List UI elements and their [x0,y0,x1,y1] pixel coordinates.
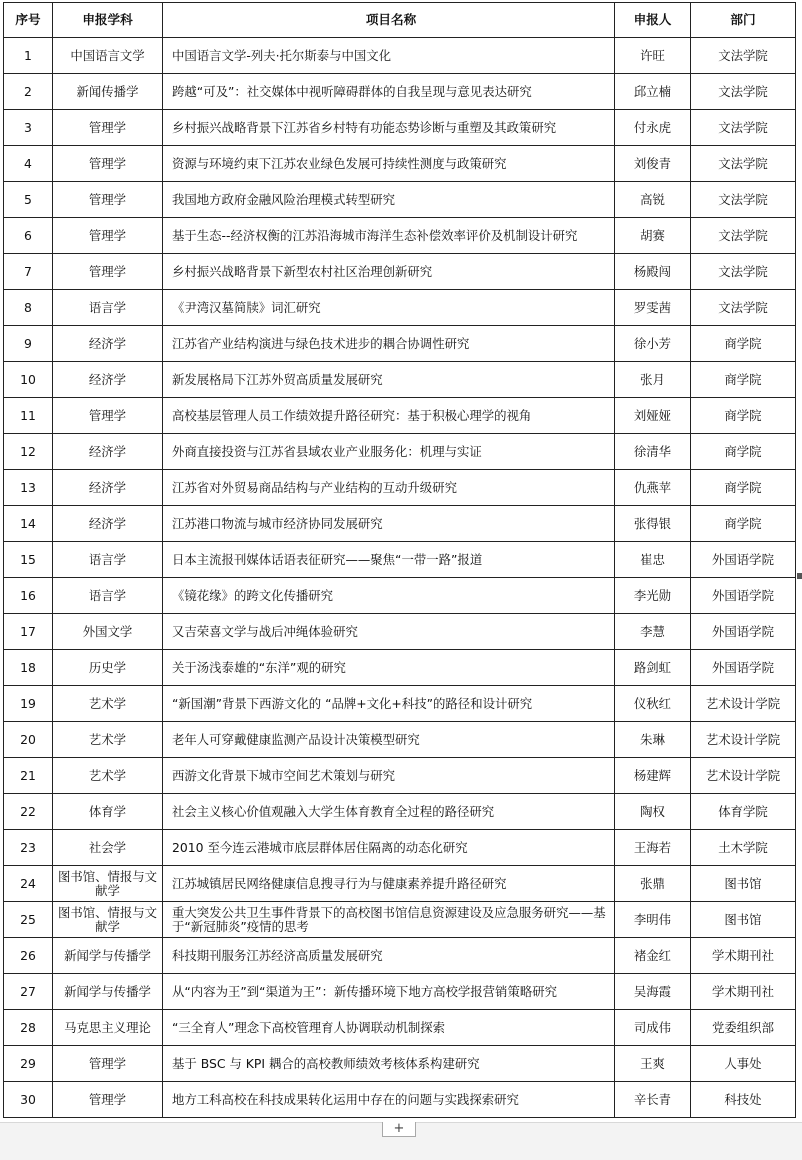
table-row [4,74,796,110]
cell-num: 18 [4,650,53,686]
cell-applicant: 杨建辉 [615,758,691,794]
cell-num: 22 [4,794,53,830]
cell-title: 日本主流报刊媒体话语表征研究——聚焦“一带一路”报道 [163,542,615,578]
add-sheet-icon[interactable]: + [382,1122,416,1137]
cell-subject: 管理学 [53,398,163,434]
cell-applicant: 李慧 [615,614,691,650]
cell-subject: 经济学 [53,470,163,506]
cell-subject: 新闻学与传播学 [53,974,163,1010]
cell-dept: 科技处 [691,1082,796,1118]
cell-dept: 图书馆 [691,866,796,902]
cell-dept: 学术期刊社 [691,938,796,974]
cell-dept: 商学院 [691,506,796,542]
cell-num: 3 [4,110,53,146]
cell-applicant: 仪秋红 [615,686,691,722]
cell-dept: 文法学院 [691,146,796,182]
table-row [4,1046,796,1082]
table-row [4,434,796,470]
cell-title: 高校基层管理人员工作绩效提升路径研究：基于积极心理学的视角 [163,398,615,434]
cell-dept: 商学院 [691,470,796,506]
cell-applicant: 许旺 [615,38,691,74]
cell-dept: 外国语学院 [691,578,796,614]
header-title: 项目名称 [163,3,615,38]
cell-title: 乡村振兴战略背景下江苏省乡村特有功能态势诊断与重塑及其政策研究 [163,110,615,146]
cell-applicant: 褚金红 [615,938,691,974]
cell-num: 15 [4,542,53,578]
cell-dept: 艺术设计学院 [691,722,796,758]
table-row [4,506,796,542]
cell-subject: 艺术学 [53,758,163,794]
cell-dept: 商学院 [691,398,796,434]
cell-title: 乡村振兴战略背景下新型农村社区治理创新研究 [163,254,615,290]
cell-num: 11 [4,398,53,434]
cell-applicant: 朱琳 [615,722,691,758]
cell-subject: 语言学 [53,578,163,614]
cell-applicant: 徐清华 [615,434,691,470]
cell-title: 江苏城镇居民网络健康信息搜寻行为与健康素养提升路径研究 [163,866,615,902]
cell-applicant: 张鼎 [615,866,691,902]
table-row [4,794,796,830]
cell-title: “三全育人”理念下高校管理育人协调联动机制探索 [163,1010,615,1046]
cell-num: 17 [4,614,53,650]
table-row [4,362,796,398]
cell-applicant: 王海若 [615,830,691,866]
cell-subject: 经济学 [53,326,163,362]
cell-subject: 经济学 [53,362,163,398]
cell-applicant: 胡赛 [615,218,691,254]
table-row [4,938,796,974]
cell-applicant: 陶权 [615,794,691,830]
cell-title: 基于 BSC 与 KPI 耦合的高校教师绩效考核体系构建研究 [163,1046,615,1082]
table-row [4,542,796,578]
cell-applicant: 罗雯茜 [615,290,691,326]
cell-applicant: 李明伟 [615,902,691,938]
cell-subject: 艺术学 [53,722,163,758]
cell-subject: 管理学 [53,254,163,290]
cell-num: 9 [4,326,53,362]
cell-subject: 中国语言文学 [53,38,163,74]
cell-subject: 新闻传播学 [53,74,163,110]
cell-applicant: 吴海霞 [615,974,691,1010]
cell-applicant: 刘俊青 [615,146,691,182]
cell-dept: 学术期刊社 [691,974,796,1010]
cell-num: 16 [4,578,53,614]
cell-num: 12 [4,434,53,470]
cell-dept: 文法学院 [691,182,796,218]
table-row [4,146,796,182]
cell-applicant: 辛长青 [615,1082,691,1118]
cell-applicant: 王爽 [615,1046,691,1082]
cell-num: 27 [4,974,53,1010]
cell-dept: 土木学院 [691,830,796,866]
cell-applicant: 徐小芳 [615,326,691,362]
table-row [4,1082,796,1118]
table-row [4,1010,796,1046]
cell-title: 《镜花缘》的跨文化传播研究 [163,578,615,614]
table-row [4,686,796,722]
cell-subject: 社会学 [53,830,163,866]
table-row [4,902,796,938]
cell-num: 14 [4,506,53,542]
cell-num: 10 [4,362,53,398]
cell-dept: 图书馆 [691,902,796,938]
table-row [4,470,796,506]
cell-subject: 新闻学与传播学 [53,938,163,974]
table-row [4,650,796,686]
cell-title: 地方工科高校在科技成果转化运用中存在的问题与实践探索研究 [163,1082,615,1118]
cell-dept: 文法学院 [691,110,796,146]
cell-num: 6 [4,218,53,254]
cell-dept: 人事处 [691,1046,796,1082]
cell-applicant: 邱立楠 [615,74,691,110]
cell-dept: 文法学院 [691,254,796,290]
cell-title: 社会主义核心价值观融入大学生体育教育全过程的路径研究 [163,794,615,830]
table-row [4,758,796,794]
cell-num: 21 [4,758,53,794]
cell-dept: 艺术设计学院 [691,758,796,794]
cell-dept: 体育学院 [691,794,796,830]
cell-subject: 体育学 [53,794,163,830]
cell-subject: 语言学 [53,542,163,578]
cell-num: 1 [4,38,53,74]
cell-num: 8 [4,290,53,326]
cell-applicant: 张月 [615,362,691,398]
cell-num: 19 [4,686,53,722]
table-row [4,830,796,866]
cell-num: 24 [4,866,53,902]
cell-num: 5 [4,182,53,218]
table-row [4,614,796,650]
cell-num: 25 [4,902,53,938]
cell-title: 江苏省对外贸易商品结构与产业结构的互动升级研究 [163,470,615,506]
table-row [4,722,796,758]
cell-subject: 语言学 [53,290,163,326]
cell-subject: 管理学 [53,1082,163,1118]
cell-dept: 外国语学院 [691,650,796,686]
cell-subject: 图书馆、情报与文献学 [53,866,163,902]
cell-applicant: 李光勋 [615,578,691,614]
cell-num: 29 [4,1046,53,1082]
cell-num: 2 [4,74,53,110]
cell-subject: 外国文学 [53,614,163,650]
cell-applicant: 张得银 [615,506,691,542]
cell-dept: 外国语学院 [691,542,796,578]
cell-num: 20 [4,722,53,758]
table-row [4,326,796,362]
table-row [4,218,796,254]
cell-applicant: 高锐 [615,182,691,218]
cell-title: 江苏港口物流与城市经济协同发展研究 [163,506,615,542]
table-row [4,398,796,434]
cell-dept: 艺术设计学院 [691,686,796,722]
header-num: 序号 [4,3,53,38]
cell-title: 新发展格局下江苏外贸高质量发展研究 [163,362,615,398]
cell-subject: 马克思主义理论 [53,1010,163,1046]
cell-dept: 文法学院 [691,74,796,110]
cell-applicant: 刘娅娅 [615,398,691,434]
cell-title: 中国语言文学-列夫·托尔斯泰与中国文化 [163,38,615,74]
cell-num: 13 [4,470,53,506]
cell-title: 基于生态--经济权衡的江苏沿海城市海洋生态补偿效率评价及机制设计研究 [163,218,615,254]
cell-dept: 文法学院 [691,290,796,326]
table-row [4,974,796,1010]
cell-applicant: 仇燕苹 [615,470,691,506]
scroll-marker [797,573,802,579]
table-row [4,38,796,74]
cell-applicant: 路剑虹 [615,650,691,686]
cell-subject: 管理学 [53,218,163,254]
cell-title: 《尹湾汉墓简牍》词汇研究 [163,290,615,326]
cell-subject: 图书馆、情报与文献学 [53,902,163,938]
cell-num: 28 [4,1010,53,1046]
table-row [4,866,796,902]
cell-subject: 艺术学 [53,686,163,722]
table-row [4,290,796,326]
cell-applicant: 付永虎 [615,110,691,146]
table-row [4,254,796,290]
cell-title: “新国潮”背景下西游文化的 “品牌+文化+科技”的路径和设计研究 [163,686,615,722]
cell-applicant: 崔忠 [615,542,691,578]
cell-dept: 外国语学院 [691,614,796,650]
cell-title: 2010 至今连云港城市底层群体居住隔离的动态化研究 [163,830,615,866]
cell-title: 从“内容为王”到“渠道为王”：新传播环境下地方高校学报营销策略研究 [163,974,615,1010]
cell-num: 26 [4,938,53,974]
table-row [4,110,796,146]
cell-title: 外商直接投资与江苏省县域农业产业服务化：机理与实证 [163,434,615,470]
cell-num: 4 [4,146,53,182]
cell-subject: 经济学 [53,434,163,470]
cell-applicant: 杨殿闯 [615,254,691,290]
header-dept: 部门 [691,3,796,38]
cell-num: 7 [4,254,53,290]
cell-dept: 商学院 [691,326,796,362]
cell-title: 科技期刊服务江苏经济高质量发展研究 [163,938,615,974]
header-subject: 申报学科 [53,3,163,38]
cell-dept: 文法学院 [691,38,796,74]
cell-subject: 管理学 [53,110,163,146]
cell-subject: 管理学 [53,182,163,218]
cell-dept: 党委组织部 [691,1010,796,1046]
cell-title: 江苏省产业结构演进与绿色技术进步的耦合协调性研究 [163,326,615,362]
table-row [4,578,796,614]
cell-num: 30 [4,1082,53,1118]
cell-subject: 管理学 [53,1046,163,1082]
cell-title: 我国地方政府金融风险治理模式转型研究 [163,182,615,218]
cell-subject: 历史学 [53,650,163,686]
cell-title: 重大突发公共卫生事件背景下的高校图书馆信息资源建设及应急服务研究——基于“新冠肺炎”疫情的思考 [163,902,615,938]
cell-title: 关于汤浅泰雄的“东洋”观的研究 [163,650,615,686]
header-applicant: 申报人 [615,3,691,38]
cell-title: 老年人可穿戴健康监测产品设计决策模型研究 [163,722,615,758]
cell-title: 跨越“可及”：社交媒体中视听障碍群体的自我呈现与意见表达研究 [163,74,615,110]
cell-dept: 商学院 [691,362,796,398]
cell-num: 23 [4,830,53,866]
cell-subject: 管理学 [53,146,163,182]
cell-title: 资源与环境约束下江苏农业绿色发展可持续性测度与政策研究 [163,146,615,182]
header-row [4,3,796,38]
cell-dept: 文法学院 [691,218,796,254]
cell-dept: 商学院 [691,434,796,470]
cell-applicant: 司成伟 [615,1010,691,1046]
project-table [3,2,796,1118]
cell-subject: 经济学 [53,506,163,542]
table-row [4,182,796,218]
cell-title: 西游文化背景下城市空间艺术策划与研究 [163,758,615,794]
cell-title: 又吉荣喜文学与战后冲绳体验研究 [163,614,615,650]
